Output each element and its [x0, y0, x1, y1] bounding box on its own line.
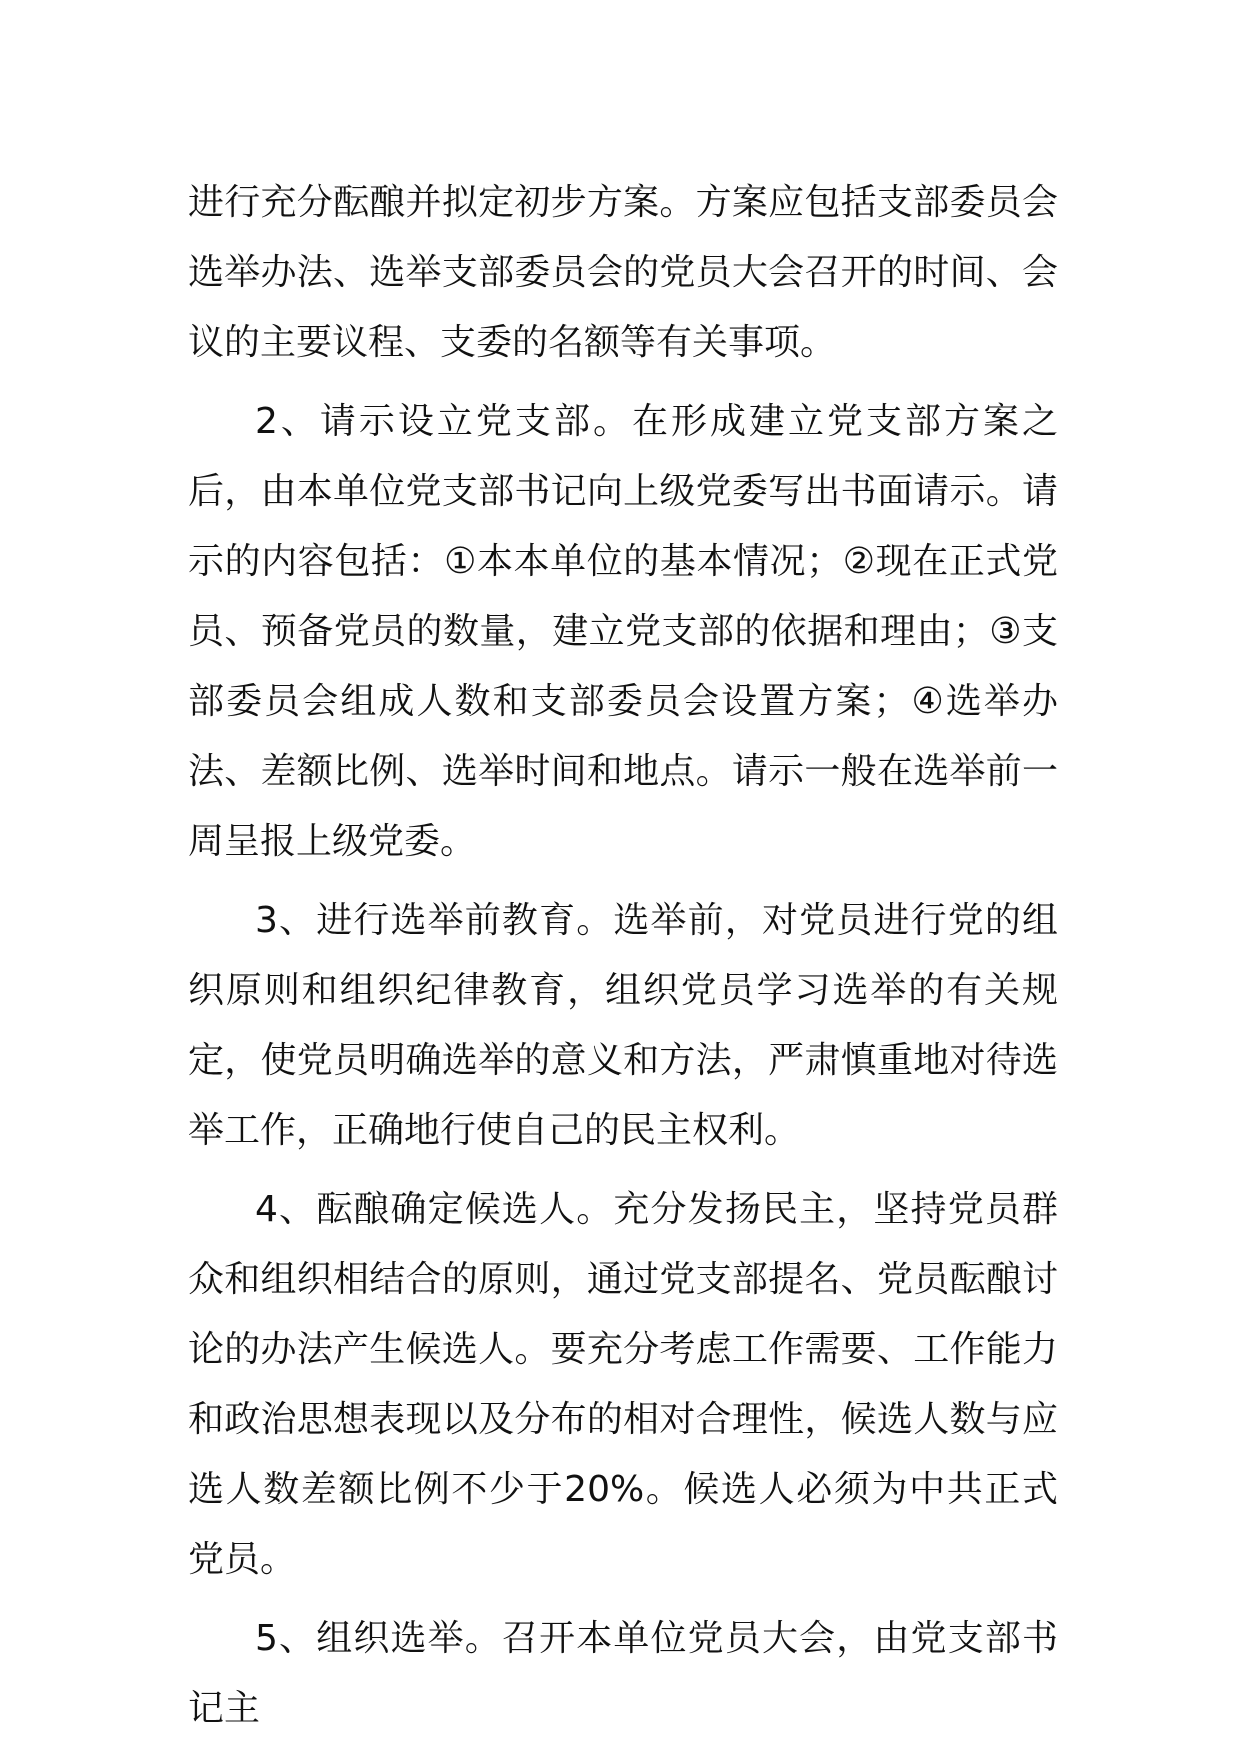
paragraph-item-2: 2、请示设立党支部。在形成建立党支部方案之后，由本单位党支部书记向上级党委写出书面请示。请示的内容包括：①本本单位的基本情况；②现在正式党员、预备党员的数量，建立党支部的依据和理由；③支部委员会组成人数和支部委员会设置方案；④选举办法、差额比例、选举时间和地点。请示一般在选举前一周呈报上级党委。	[188, 401, 1058, 862]
paragraph-item-5: 5、组织选举。召开本单位党员大会，由党支部书记主	[188, 1618, 1058, 1729]
paragraph-item-3: 3、进行选举前教育。选举前，对党员进行党的组织原则和组织纪律教育，组织党员学习选举的有关规定，使党员明确选举的意义和方法，严肃慎重地对待选举工作，正确地行使自己的民主权利。	[188, 900, 1058, 1151]
document-body	[188, 168, 1058, 1753]
paragraph-item-4: 4、酝酿确定候选人。充分发扬民主，坚持党员群众和组织相结合的原则，通过党支部提名、党员酝酿讨论的办法产生候选人。要充分考虑工作需要、工作能力和政治思想表现以及分布的相对合理性，候选人数与应选人数差额比例不少于20%。候选人必须为中共正式党员。	[188, 1189, 1058, 1580]
paragraph-continuation: 进行充分酝酿并拟定初步方案。方案应包括支部委员会选举办法、选举支部委员会的党员大会召开的时间、会议的主要议程、支委的名额等有关事项。	[188, 182, 1058, 363]
